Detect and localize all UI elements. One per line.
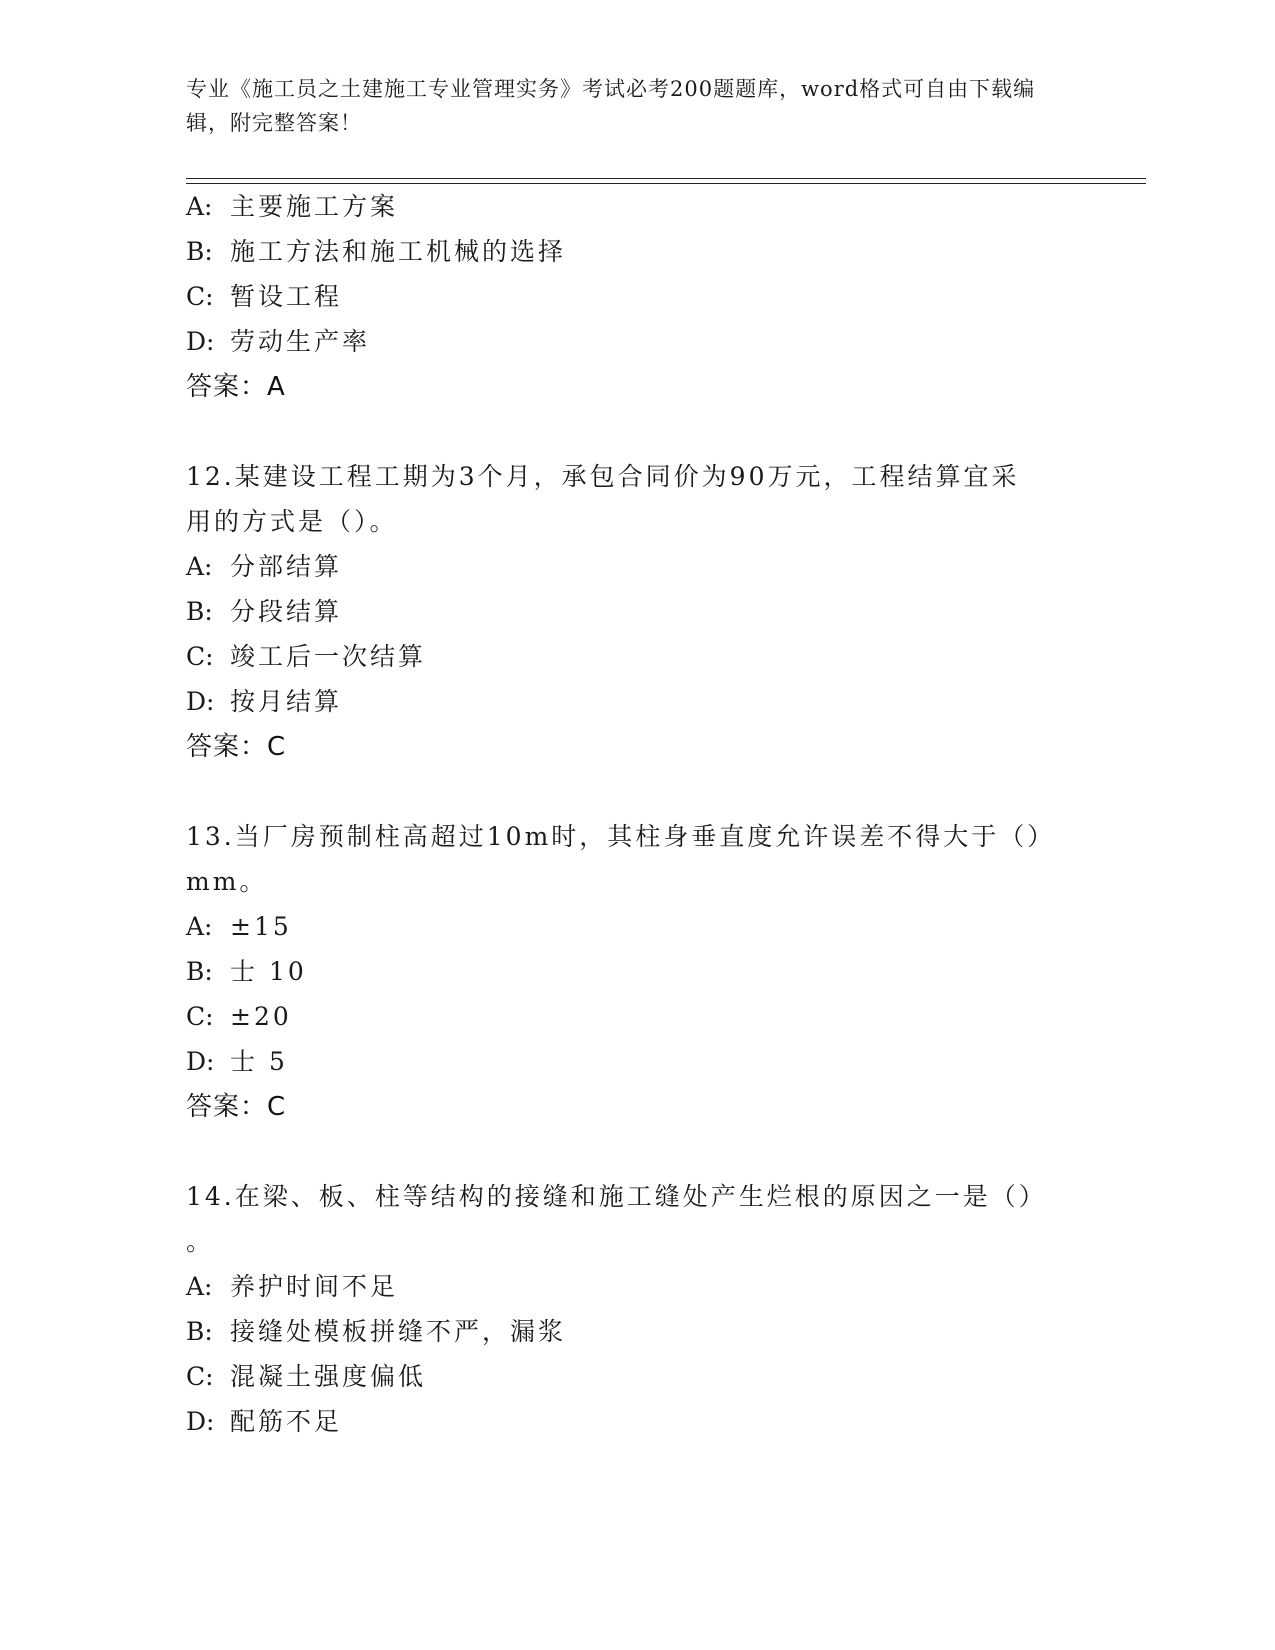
option-text: ±15 — [230, 912, 292, 941]
q14-option-c — [186, 1362, 426, 1392]
q11-option-d — [186, 327, 370, 357]
option-text: 配筋不足 — [230, 1407, 343, 1436]
q14-option-d — [186, 1407, 342, 1437]
option-text: 接缝处模板拼缝不严，漏浆 — [230, 1317, 567, 1346]
option-text: 混凝土强度偏低 — [230, 1362, 427, 1391]
option-text: 养护时间不足 — [230, 1272, 399, 1301]
q13-option-b — [186, 957, 307, 987]
option-text: 分部结算 — [230, 552, 343, 581]
option-text: ±20 — [230, 1002, 292, 1031]
option-letter: B: — [186, 597, 213, 626]
document-header: 专业《施工员之土建施工专业管理实务》考试必考200题题库，word格式可自由下载编辑，附完整答案！ — [186, 77, 1036, 135]
option-letter: C: — [186, 642, 214, 671]
option-text: 暂设工程 — [230, 282, 343, 311]
option-letter: C: — [186, 282, 214, 311]
option-text: 竣工后一次结算 — [230, 642, 427, 671]
q12-option-d — [186, 687, 342, 717]
q14-stem-line1: 14.在梁、板、柱等结构的接缝和施工缝处产生烂根的原因之一是（） — [186, 1182, 1047, 1211]
option-letter: B: — [186, 957, 213, 986]
option-letter: B: — [186, 237, 213, 266]
q12-stem-line1: 12.某建设工程工期为3个月，承包合同价为90万元，工程结算宜采 — [186, 462, 1020, 491]
q13-option-c — [186, 1002, 292, 1032]
option-letter: A: — [186, 1272, 213, 1301]
q14-option-b — [186, 1317, 566, 1347]
option-letter: D: — [186, 687, 215, 716]
option-letter: D: — [186, 327, 215, 356]
option-letter: A: — [186, 912, 213, 941]
q12-option-b — [186, 597, 342, 627]
q13-option-a — [186, 912, 292, 942]
option-text: 士 5 — [230, 1047, 288, 1076]
q11-option-a — [186, 192, 398, 222]
q14-stem-line2: 。 — [186, 1227, 215, 1256]
option-letter: C: — [186, 1002, 214, 1031]
header-divider-top — [186, 178, 1146, 179]
q13-stem-line2: mm。 — [186, 867, 268, 896]
option-text: 施工方法和施工机械的选择 — [230, 237, 567, 266]
header-divider-bottom — [186, 183, 1146, 184]
q12-stem-line2: 用的方式是（）。 — [186, 507, 398, 536]
option-text: 按月结算 — [230, 687, 343, 716]
q12-option-a — [186, 552, 342, 582]
q11-answer: 答案：A — [186, 372, 286, 402]
option-text: 分段结算 — [230, 597, 343, 626]
option-letter: A: — [186, 552, 213, 581]
option-letter: A: — [186, 192, 213, 221]
q12-option-c — [186, 642, 426, 672]
q11-option-c — [186, 282, 342, 312]
option-text: 士 10 — [230, 957, 307, 986]
q13-option-d — [186, 1047, 288, 1077]
option-letter: C: — [186, 1362, 214, 1391]
option-letter: B: — [186, 1317, 213, 1346]
q12-answer: 答案：C — [186, 732, 287, 762]
option-letter: D: — [186, 1047, 215, 1076]
option-text: 劳动生产率 — [230, 327, 371, 356]
q11-option-b — [186, 237, 566, 267]
option-text: 主要施工方案 — [230, 192, 399, 221]
q14-option-a — [186, 1272, 398, 1302]
q13-answer: 答案：C — [186, 1092, 287, 1122]
option-letter: D: — [186, 1407, 215, 1436]
q13-stem-line1: 13.当厂房预制柱高超过10m时，其柱身垂直度允许误差不得大于（） — [186, 822, 1056, 851]
